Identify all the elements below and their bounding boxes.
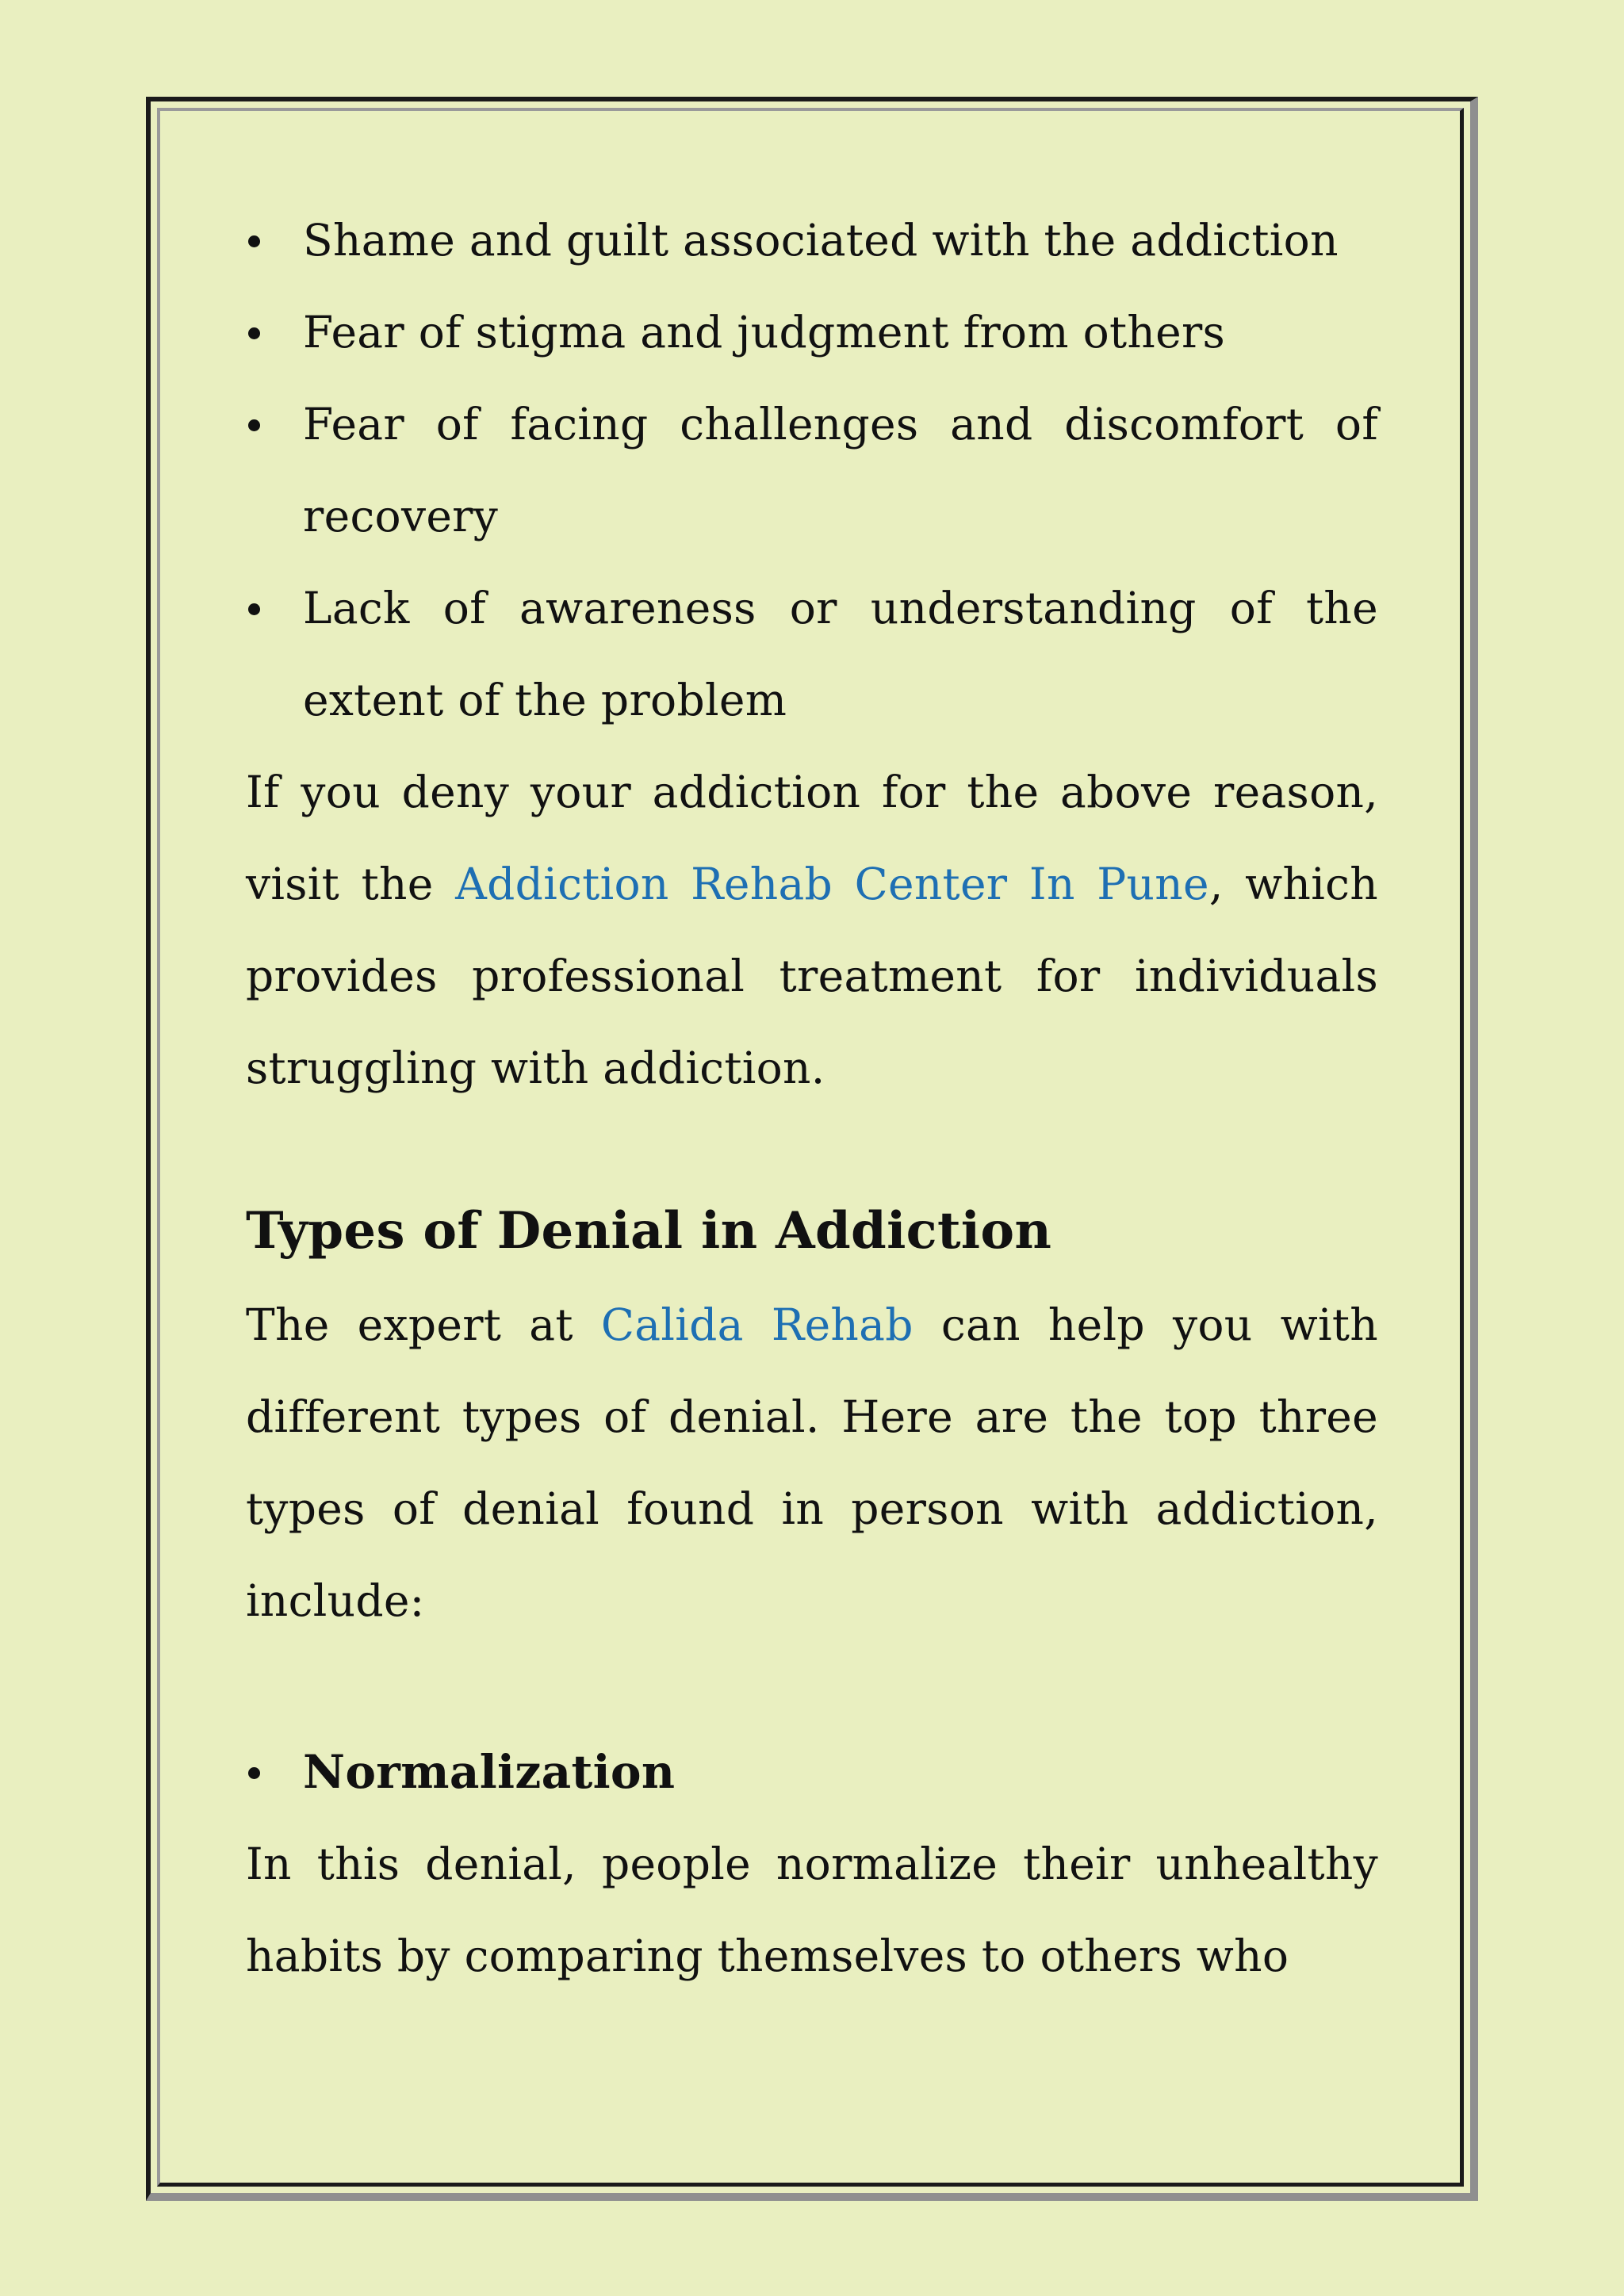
paragraph-normalization: In this denial, people normalize their unhealthy habits by comparing themselves to others who [246, 1839, 1378, 1981]
paragraph-text: If you deny your addiction for the above reason, visit the [246, 767, 1378, 909]
paragraph-types-intro [246, 1279, 1378, 1647]
document-content [246, 194, 1378, 2002]
rehab-center-link[interactable]: Addiction Rehab Center In Pune [455, 859, 1209, 909]
list-item: Lack of awareness or understanding of the extent of the problem [246, 562, 1378, 746]
paragraph-text: can help you with different types of denial. Here are the top three types of denial found in person with addiction, include: [246, 1299, 1379, 1626]
list-item: Fear of stigma and judgment from others [246, 286, 1378, 378]
reasons-list [246, 194, 1378, 746]
list-item: Shame and guilt associated with the addiction [246, 194, 1378, 286]
paragraph-text: , which provides professional treatment for individuals struggling with addiction. [246, 859, 1378, 1093]
denial-types-list [246, 1726, 1378, 1818]
list-item: Fear of facing challenges and discomfort of recovery [246, 378, 1378, 562]
paragraph-denial-advice [246, 746, 1378, 1114]
paragraph-text: The expert at [246, 1299, 601, 1350]
calida-rehab-link[interactable]: Calida Rehab [600, 1299, 914, 1350]
section-heading: Types of Denial in Addiction [246, 1201, 1052, 1261]
list-item-normalization: Normalization [246, 1726, 1378, 1818]
